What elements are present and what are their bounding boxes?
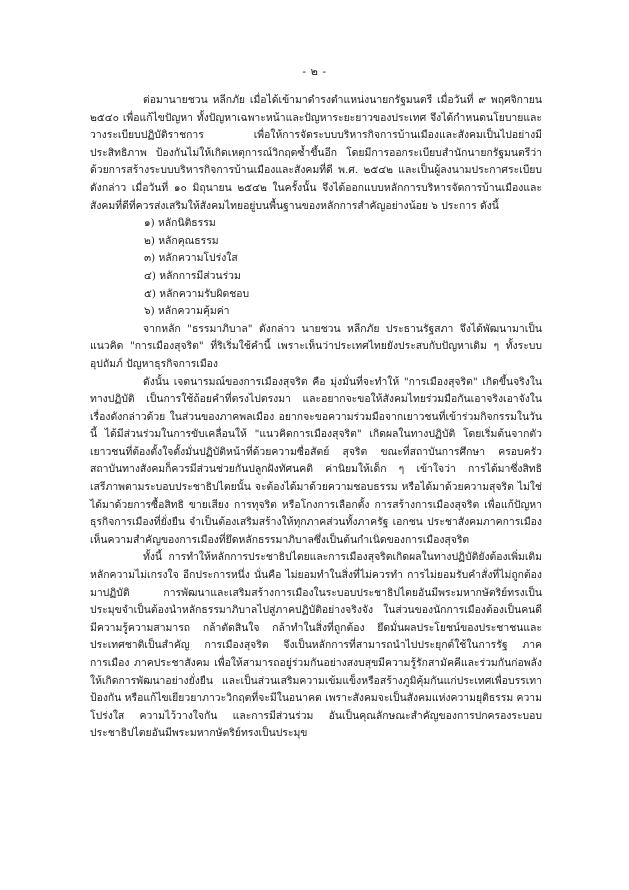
- principle-value-for-money: ๖) หลักความคุ้มค่า: [144, 305, 230, 318]
- principle-morality: ๒) หลักคุณธรรม: [144, 234, 219, 247]
- document-body: [90, 92, 542, 743]
- paragraph-honest-politics-concept: จากหลัก "ธรรมาภิบาล" ดังกล่าว นายชวน หลีกภัย ประธานรัฐสภา จึงได้พัฒนามาเป็นแนวคิด "การเมืองสุจริต" ที่ริเริ่มใช้คำนี้ เพราะเห็นว่าประเทศไทยยังประสบกับปัญหาเดิม ๆ ทั้งระบบอุปถัมภ์ ปัญหาธุรกิจการเมือง: [90, 322, 542, 370]
- paragraph-intent-of-honest-politics: ดังนั้น เจตนารมณ์ของการเมืองสุจริต คือ มุ่งมั่นที่จะทำให้ "การเมืองสุจริต" เกิดขึ้นจริงในทางปฏิบัติ เป็นการใช้ถ้อยคำที่ตรงไปตรงมา และอยากจะขอให้สังคมไทยร่วมมือกันเอาจริงเอาจังในเรื่องดังกล่าวด้วย ในส่วนของภาคพลเมือง อยากจะขอความร่วมมือจากเยาวชนที่เข้าร่วมกิจกรรมในวันนี้ ได้มีส่วนร่วมในการขับเคลื่อนให้ "แนวคิดการเมืองสุจริต" เกิดผลในทางปฏิบัติ โดยเริ่มต้นจากตัวเยาวชนที่ต้องตั้งใจตั้งมั่นปฏิบัติหน้าที่ด้วยความซื่อสัตย์ สุจริต ขณะที่สถาบันการศึกษา ครอบครัว สถาบันทางสังคมก็ควรมีส่วนช่วยกันปลูกฝังทัศนคติ ค่านิยมให้เด็ก ๆ เข้าใจว่า การได้มาซึ่งสิทธิ เสรีภาพตามระบอบประชาธิปไตยนั้น จะต้องได้มาด้วยความชอบธรรม หรือได้มาด้วยความสุจริต ไม่ใช่ได้มาด้วยการซื้อสิทธิ ขายเสียง การทุจริต หรือโกงการเลือกตั้ง การสร้างการเมืองสุจริต เพื่อแก้ปัญหาธุรกิจการเมืองที่ยั่งยืน จำเป็นต้องเสริมสร้างให้ทุกภาคส่วนทั้งภาครัฐ เอกชน ประชาสังคมภาคการเมือง เห็นความสำคัญของการเมืองที่ยึดหลักธรรมาภิบาลซึ่งเป็นต้นกำเนิดของการเมืองสุจริต: [90, 375, 542, 546]
- paragraph-chuan-governance-regulation: ต่อมานายชวน หลีกภัย เมื่อได้เข้ามาดำรงตำแหน่งนายกรัฐมนตรี เมื่อวันที่ ๙ พฤศจิกายน ๒๕๔๐ เพื่อแก้ไขปัญหา ทั้งปัญหาเฉพาะหน้าและปัญหาระยะยาวของประเทศ จึงได้กำหนดนโยบายและวางระเบียบปฏิบัติราชการ เพื่อให้การจัดระบบบริหารกิจการบ้านเมืองและสังคมเป็นไปอย่างมีประสิทธิภาพ ป้องกันไม่ให้เกิดเหตุการณ์วิกฤตซ้ำขึ้นอีก โดยมีการออกระเบียบสำนักนายกรัฐมนตรีว่าด้วยการสร้างระบบบริหารกิจการบ้านเมืองและสังคมที่ดี พ.ศ. ๒๕๔๒ และเป็นผู้ลงนามประกาศระเบียบดังกล่าว เมื่อวันที่ ๑๐ มิถุนายน ๒๕๔๒ ในครั้งนั้น จึงได้ออกแบบหลักการบริหารจัดการบ้านเมืองและสังคมที่ดีที่ควรส่งเสริมให้สังคมไทยอยู่บนพื้นฐานของหลักการสำคัญอย่างน้อย ๖ ประการ ดังนี้: [90, 94, 542, 212]
- paragraph-democracy-in-practice: ทั้งนี้ การทำให้หลักการประชาธิปไตยและการเมืองสุจริตเกิดผลในทางปฏิบัติยังต้องเพิ่มเติมหลักความไม่เกรงใจ อีกประการหนึ่ง นั่นคือ ไม่ยอมทำในสิ่งที่ไม่ควรทำ การไม่ยอมรับคำสั่งที่ไม่ถูกต้องมาปฏิบัติ การพัฒนาและเสริมสร้างการเมืองในระบอบประชาธิปไตยอันมีพระมหากษัตริย์ทรงเป็นประมุขจำเป็นต้องนำหลักธรรมาภิบาลไปสู่ภาคปฏิบัติอย่างจริงจัง ในส่วนของนักการเมืองต้องเป็นคนดี มีความรู้ความสามารถ กล้าตัดสินใจ กล้าทำในสิ่งที่ถูกต้อง ยึดมั่นผลประโยชน์ของประชาชนและประเทศชาติเป็นสำคัญ การเมืองสุจริต จึงเป็นหลักการที่สามารถนำไปประยุกต์ใช้ในการรัฐ ภาคการเมือง ภาคประชาสังคม เพื่อให้สามารถอยู่ร่วมกันอย่างสงบสุขมีความรู้รักสามัคคีและร่วมกันก่อพลังให้เกิดการพัฒนาอย่างยั่งยืน และเป็นส่วนเสริมความเข้มแข็งหรือสร้างภูมิคุ้มกันแก่ประเทศเพื่อบรรเทาป้องกัน หรือแก้ไขเยียวยาภาวะวิกฤตที่จะมีในอนาคต เพราะสังคมจะเป็นสังคมแห่งความยุติธรรม ความโปร่งใส ความไว้วางใจกัน และการมีส่วนร่วม อันเป็นคุณลักษณะสำคัญของการปกครองระบอบประชาธิปไตยอันมีพระมหากษัตริย์ทรงเป็นประมุข: [90, 551, 542, 740]
- page-number: - ๒ -: [302, 65, 327, 78]
- principle-participation: ๔) หลักการมีส่วนร่วม: [144, 269, 241, 282]
- principle-accountability: ๕) หลักความรับผิดชอบ: [144, 287, 250, 300]
- good-governance-principles-list: [90, 215, 542, 321]
- principle-rule-of-law: ๑) หลักนิติธรรม: [144, 217, 216, 230]
- principle-transparency: ๓) หลักความโปร่งใส: [144, 252, 238, 265]
